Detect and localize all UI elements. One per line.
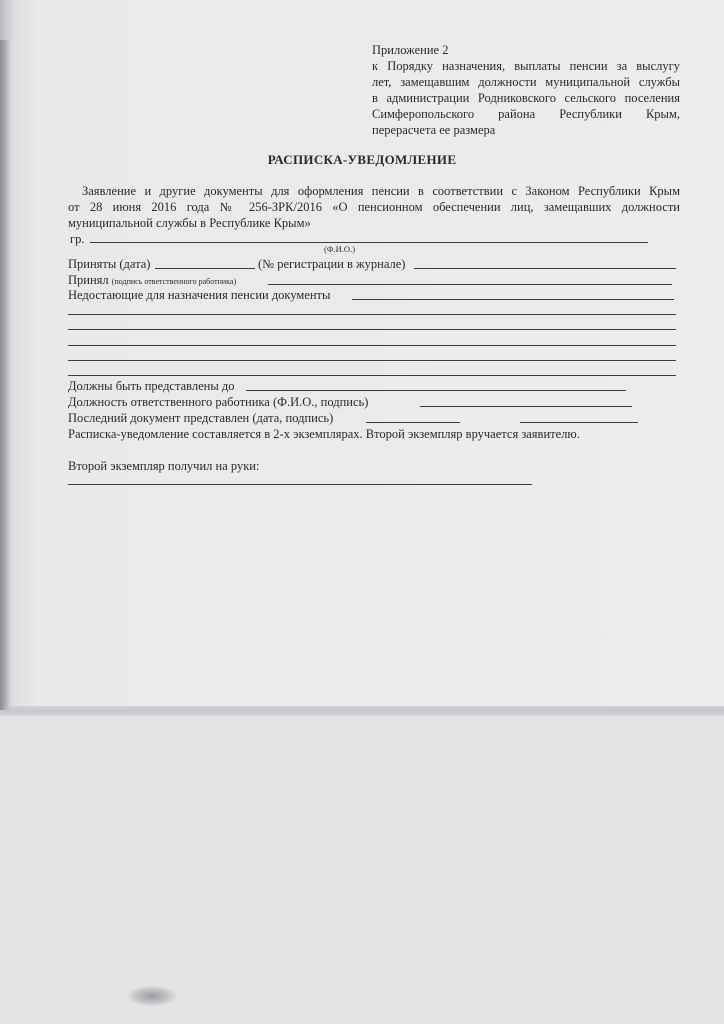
last-doc-signature-line[interactable] bbox=[520, 422, 638, 423]
fio-hint: (Ф.И.О.) bbox=[324, 244, 356, 254]
intro-line: Заявление и другие документы для оформления пенсии в соответствии с Законом Республики Крым bbox=[82, 184, 680, 198]
appendix-line: в администрации Родниковского сельского поселения bbox=[372, 91, 680, 105]
intro-line: муниципальной службы в Республике Крым» bbox=[68, 216, 311, 230]
accepted-date-line[interactable] bbox=[155, 268, 255, 269]
missing-docs-line[interactable] bbox=[352, 299, 674, 300]
second-copy-signature-line[interactable] bbox=[68, 484, 532, 485]
officer-position-line[interactable] bbox=[420, 406, 632, 407]
intro-paragraph bbox=[68, 183, 680, 231]
accepted-by-line[interactable] bbox=[268, 284, 672, 285]
last-doc-label: Последний документ представлен (дата, подпись) bbox=[68, 411, 334, 425]
scan-left-shadow bbox=[0, 40, 10, 710]
blank-line[interactable] bbox=[68, 360, 676, 361]
paper-bottom-edge bbox=[0, 706, 724, 716]
blank-line[interactable] bbox=[68, 314, 676, 315]
intro-line: от 28 июня 2016 года № 256-ЗРК/2016 «О пенсионном обеспечении лиц, замещавших должности bbox=[68, 200, 680, 214]
last-doc-date-line[interactable] bbox=[366, 422, 460, 423]
blank-line[interactable] bbox=[68, 375, 676, 376]
accepted-by-text: Принял bbox=[68, 273, 109, 287]
registration-line[interactable] bbox=[414, 268, 676, 269]
copies-note: Расписка-уведомление составляется в 2-х экземплярах. Второй экземпляр вручается заявителю. bbox=[68, 427, 580, 441]
appendix-line: лет, замещавшим должности муниципальной службы bbox=[372, 75, 680, 89]
appendix-line: перерасчета ее размера bbox=[372, 123, 496, 137]
accepted-by-label bbox=[68, 273, 236, 289]
accepted-date-label: Приняты (дата) bbox=[68, 257, 151, 271]
appendix-line: Приложение 2 bbox=[372, 43, 449, 57]
citizen-name-line[interactable] bbox=[90, 242, 648, 243]
scan-smudge bbox=[128, 986, 176, 1006]
appendix-header bbox=[372, 42, 680, 138]
officer-position-label: Должность ответственного работника (Ф.И.О., подпись) bbox=[68, 395, 369, 409]
blank-line[interactable] bbox=[68, 329, 676, 330]
blank-line[interactable] bbox=[68, 345, 676, 346]
appendix-line: Симферопольского района Республики Крым, bbox=[372, 107, 680, 121]
citizen-prefix: гр. bbox=[70, 232, 85, 246]
appendix-line: к Порядку назначения, выплаты пенсии за выслугу bbox=[372, 59, 680, 73]
document-title: РАСПИСКА-УВЕДОМЛЕНИЕ bbox=[267, 152, 457, 167]
due-by-label: Должны быть представлены до bbox=[68, 379, 235, 393]
second-copy-label: Второй экземпляр получил на руки: bbox=[68, 459, 260, 473]
registration-label: (№ регистрации в журнале) bbox=[258, 257, 406, 271]
accepted-by-hint: (подпись ответственного работника) bbox=[111, 277, 237, 286]
missing-docs-label: Недостающие для назначения пенсии документы bbox=[68, 288, 331, 302]
due-by-line[interactable] bbox=[246, 390, 626, 391]
